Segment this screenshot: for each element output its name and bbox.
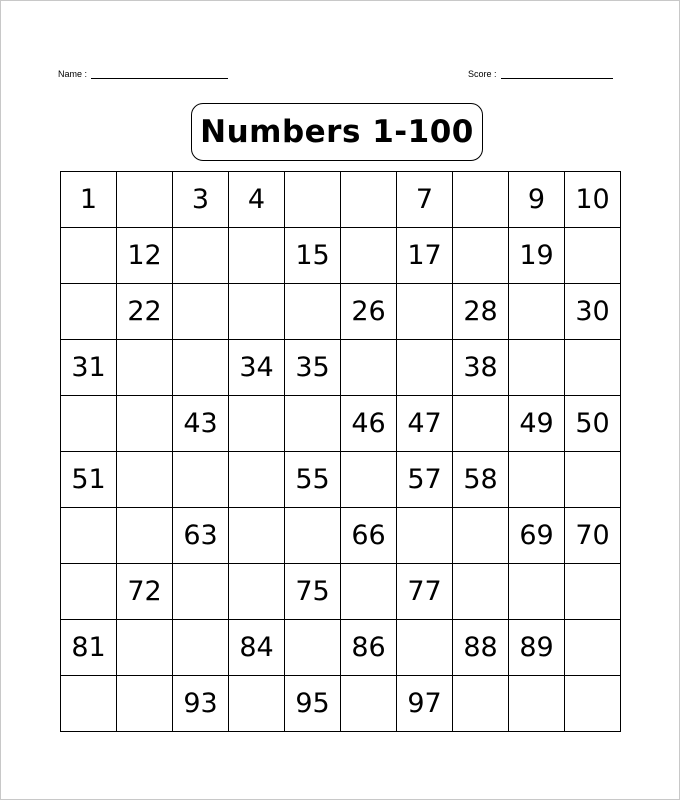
grid-cell-blank[interactable] [453, 676, 509, 732]
grid-row [61, 172, 621, 228]
grid-row [61, 620, 621, 676]
grid-cell-filled: 3 [173, 172, 229, 228]
grid-cell-filled: 26 [341, 284, 397, 340]
grid-row [61, 508, 621, 564]
grid-cell-blank[interactable] [565, 452, 621, 508]
grid-cell-blank[interactable] [565, 228, 621, 284]
grid-cell-filled: 57 [397, 452, 453, 508]
grid-cell-filled: 43 [173, 396, 229, 452]
grid-row [61, 396, 621, 452]
grid-cell-filled: 49 [509, 396, 565, 452]
grid-cell-blank[interactable] [397, 284, 453, 340]
grid-cell-blank[interactable] [229, 452, 285, 508]
grid-cell-blank[interactable] [453, 228, 509, 284]
grid-cell-blank[interactable] [453, 564, 509, 620]
grid-row [61, 564, 621, 620]
grid-cell-filled: 93 [173, 676, 229, 732]
grid-cell-filled: 89 [509, 620, 565, 676]
grid-cell-filled: 47 [397, 396, 453, 452]
title-box [191, 103, 483, 161]
grid-cell-blank[interactable] [509, 284, 565, 340]
grid-cell-blank[interactable] [229, 284, 285, 340]
grid-cell-blank[interactable] [509, 564, 565, 620]
grid-cell-filled: 66 [341, 508, 397, 564]
grid-cell-blank[interactable] [61, 676, 117, 732]
grid-cell-blank[interactable] [285, 620, 341, 676]
grid-cell-filled: 75 [285, 564, 341, 620]
grid-cell-filled: 86 [341, 620, 397, 676]
grid-cell-filled: 12 [117, 228, 173, 284]
grid-cell-filled: 30 [565, 284, 621, 340]
page-title: Numbers 1-100 [200, 114, 474, 150]
grid-cell-blank[interactable] [397, 620, 453, 676]
grid-row [61, 452, 621, 508]
grid-cell-filled: 88 [453, 620, 509, 676]
grid-cell-filled: 69 [509, 508, 565, 564]
grid-cell-blank[interactable] [453, 508, 509, 564]
grid-cell-filled: 7 [397, 172, 453, 228]
grid-cell-filled: 15 [285, 228, 341, 284]
number-grid [60, 171, 621, 732]
grid-cell-blank[interactable] [285, 508, 341, 564]
grid-row [61, 676, 621, 732]
grid-cell-filled: 70 [565, 508, 621, 564]
grid-cell-blank[interactable] [453, 396, 509, 452]
grid-cell-blank[interactable] [453, 172, 509, 228]
grid-cell-blank[interactable] [341, 228, 397, 284]
grid-cell-blank[interactable] [229, 508, 285, 564]
grid-cell-blank[interactable] [341, 340, 397, 396]
grid-cell-blank[interactable] [117, 340, 173, 396]
name-input-line[interactable] [91, 68, 228, 79]
name-label: Name : [58, 69, 88, 79]
grid-cell-blank[interactable] [173, 620, 229, 676]
grid-cell-filled: 10 [565, 172, 621, 228]
grid-cell-filled: 35 [285, 340, 341, 396]
grid-cell-filled: 81 [61, 620, 117, 676]
grid-cell-filled: 9 [509, 172, 565, 228]
grid-cell-blank[interactable] [173, 340, 229, 396]
grid-row [61, 340, 621, 396]
grid-cell-filled: 22 [117, 284, 173, 340]
grid-cell-blank[interactable] [565, 340, 621, 396]
grid-cell-blank[interactable] [341, 172, 397, 228]
grid-cell-blank[interactable] [117, 620, 173, 676]
grid-cell-blank[interactable] [285, 284, 341, 340]
grid-cell-blank[interactable] [117, 396, 173, 452]
grid-cell-blank[interactable] [173, 228, 229, 284]
grid-cell-blank[interactable] [117, 676, 173, 732]
score-label: Score : [468, 69, 497, 79]
grid-cell-filled: 58 [453, 452, 509, 508]
grid-cell-blank[interactable] [509, 452, 565, 508]
grid-row [61, 228, 621, 284]
grid-cell-filled: 84 [229, 620, 285, 676]
grid-cell-blank[interactable] [397, 340, 453, 396]
grid-cell-filled: 17 [397, 228, 453, 284]
grid-cell-filled: 28 [453, 284, 509, 340]
grid-cell-blank[interactable] [61, 508, 117, 564]
grid-cell-blank[interactable] [565, 564, 621, 620]
grid-cell-filled: 46 [341, 396, 397, 452]
grid-cell-blank[interactable] [229, 676, 285, 732]
grid-cell-blank[interactable] [229, 564, 285, 620]
grid-cell-filled: 51 [61, 452, 117, 508]
grid-cell-blank[interactable] [61, 396, 117, 452]
score-input-line[interactable] [501, 68, 613, 79]
grid-row [61, 284, 621, 340]
grid-cell-blank[interactable] [341, 452, 397, 508]
grid-cell-blank[interactable] [117, 508, 173, 564]
grid-cell-blank[interactable] [61, 228, 117, 284]
grid-cell-blank[interactable] [397, 508, 453, 564]
grid-cell-filled: 4 [229, 172, 285, 228]
grid-cell-blank[interactable] [341, 676, 397, 732]
grid-cell-blank[interactable] [173, 284, 229, 340]
score-field [468, 68, 613, 79]
grid-cell-filled: 72 [117, 564, 173, 620]
grid-cell-blank[interactable] [285, 396, 341, 452]
grid-cell-blank[interactable] [229, 396, 285, 452]
grid-cell-blank[interactable] [173, 452, 229, 508]
grid-cell-blank[interactable] [229, 228, 285, 284]
grid-cell-filled: 1 [61, 172, 117, 228]
grid-cell-filled: 97 [397, 676, 453, 732]
grid-cell-filled: 63 [173, 508, 229, 564]
grid-cell-blank[interactable] [117, 172, 173, 228]
grid-cell-blank[interactable] [341, 564, 397, 620]
grid-cell-blank[interactable] [509, 676, 565, 732]
grid-cell-filled: 55 [285, 452, 341, 508]
grid-cell-blank[interactable] [285, 172, 341, 228]
grid-cell-blank[interactable] [565, 620, 621, 676]
grid-cell-blank[interactable] [61, 564, 117, 620]
grid-cell-blank[interactable] [117, 452, 173, 508]
grid-cell-blank[interactable] [173, 564, 229, 620]
grid-cell-filled: 50 [565, 396, 621, 452]
grid-cell-blank[interactable] [509, 340, 565, 396]
grid-cell-filled: 34 [229, 340, 285, 396]
name-field [58, 68, 228, 79]
grid-cell-blank[interactable] [565, 676, 621, 732]
grid-cell-filled: 31 [61, 340, 117, 396]
grid-cell-filled: 19 [509, 228, 565, 284]
grid-cell-filled: 95 [285, 676, 341, 732]
grid-cell-blank[interactable] [61, 284, 117, 340]
grid-cell-filled: 38 [453, 340, 509, 396]
grid-cell-filled: 77 [397, 564, 453, 620]
